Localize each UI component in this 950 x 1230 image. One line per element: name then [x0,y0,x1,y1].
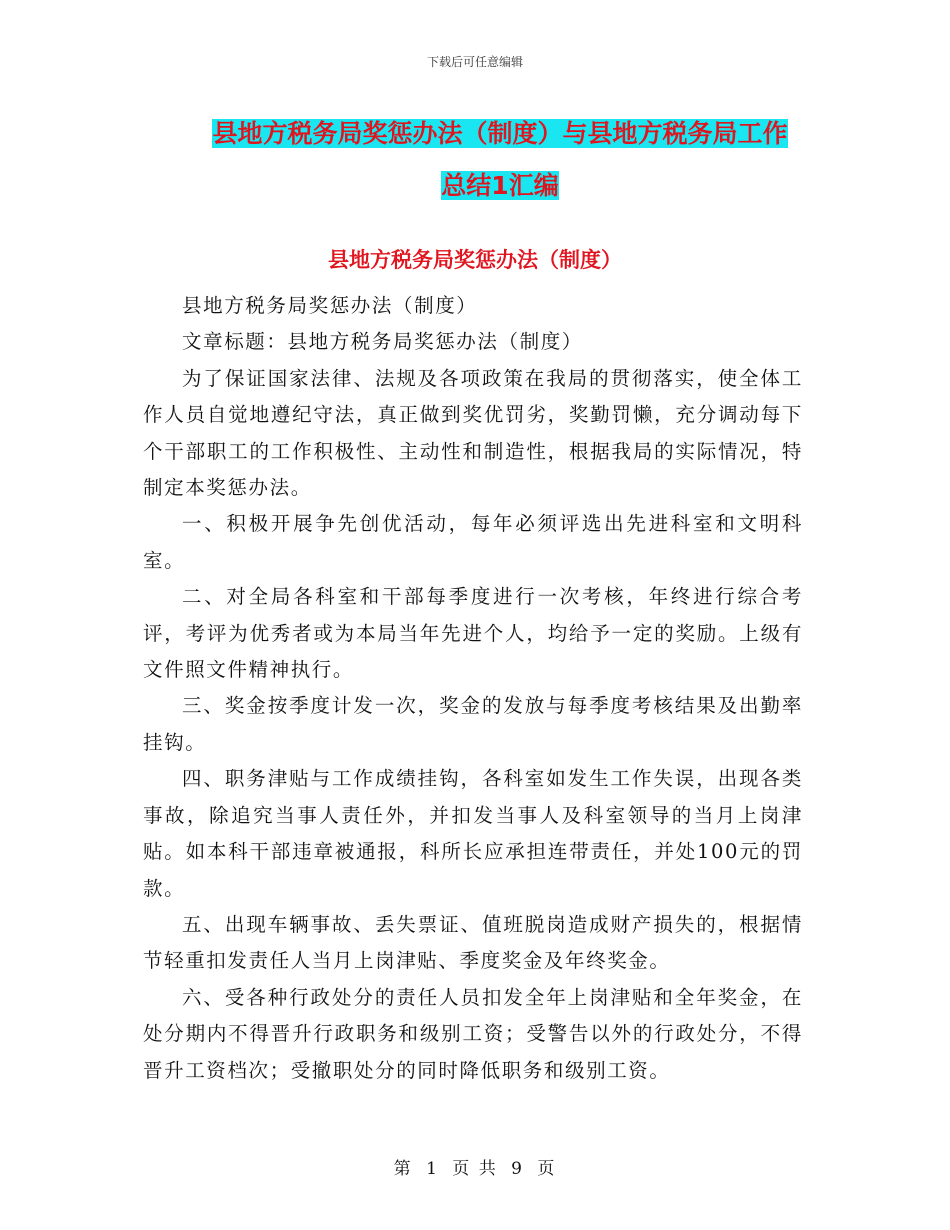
paragraph: 二、对全局各科室和干部每季度进行一次考核，年终进行综合考评，考评为优秀者或为本局当年先进个人，均给予一定的奖励。上级有文件照文件精神执行。 [143,585,803,682]
page-footer-suffix: 页 [537,1159,557,1179]
header-note: 下载后可任意编辑 [426,55,523,69]
page-number: 1 [426,1159,439,1179]
paragraph: 为了保证国家法律、法规及各项政策在我局的贯彻落实，使全体工作人员自觉地遵纪守法，真正做到奖优罚劣，奖勤罚懒，充分调动每下个干部职工的工作积极性、主动性和制造性，根据我局的实际情况，特制定本奖惩办法。 [143,366,803,500]
page-footer [0,1154,950,1179]
paragraph: 文章标题：县地方税务局奖惩办法（制度） [182,330,583,354]
paragraph: 五、出现车辆事故、丢失票证、值班脱岗造成财产损失的，根据情节轻重扣发责任人当月上岗津贴、季度奖金及年终奖金。 [143,912,803,973]
document-title [120,108,880,212]
page-footer-middle: 页 共 [452,1159,498,1179]
paragraph: 一、积极开展争先创优活动，每年必须评选出先进科室和文明科室。 [143,512,803,572]
page-footer-prefix: 第 [393,1159,413,1179]
document-title-line-2: 总结1汇编 [441,171,559,200]
section-title: 县地方税务局奖惩办法（制度） [328,248,622,272]
paragraph: 四、职务津贴与工作成绩挂钩，各科室如发生工作失误，出现各类事故，除追究当事人责任外，并扣发当事人及科室领导的当月上岗津贴。如本科干部违章被通报，科所长应承担连带责任，并处100元的罚款。 [143,767,803,900]
paragraph: 县地方税务局奖惩办法（制度） [182,294,478,317]
paragraph: 六、受各种行政处分的责任人员扣发全年上岗津贴和全年奖金，在处分期内不得晋升行政职务和级别工资；受警告以外的行政处分，不得晋升工资档次；受撤职处分的同时降低职务和级别工资。 [143,985,803,1082]
document-title-line-1: 县地方税务局奖惩办法（制度）与县地方税务局工作 [212,119,788,148]
page-total: 9 [511,1159,524,1179]
paragraph: 三、奖金按季度计发一次，奖金的发放与每季度考核结果及出勤率挂钩。 [143,694,803,754]
document-body [143,288,803,1089]
